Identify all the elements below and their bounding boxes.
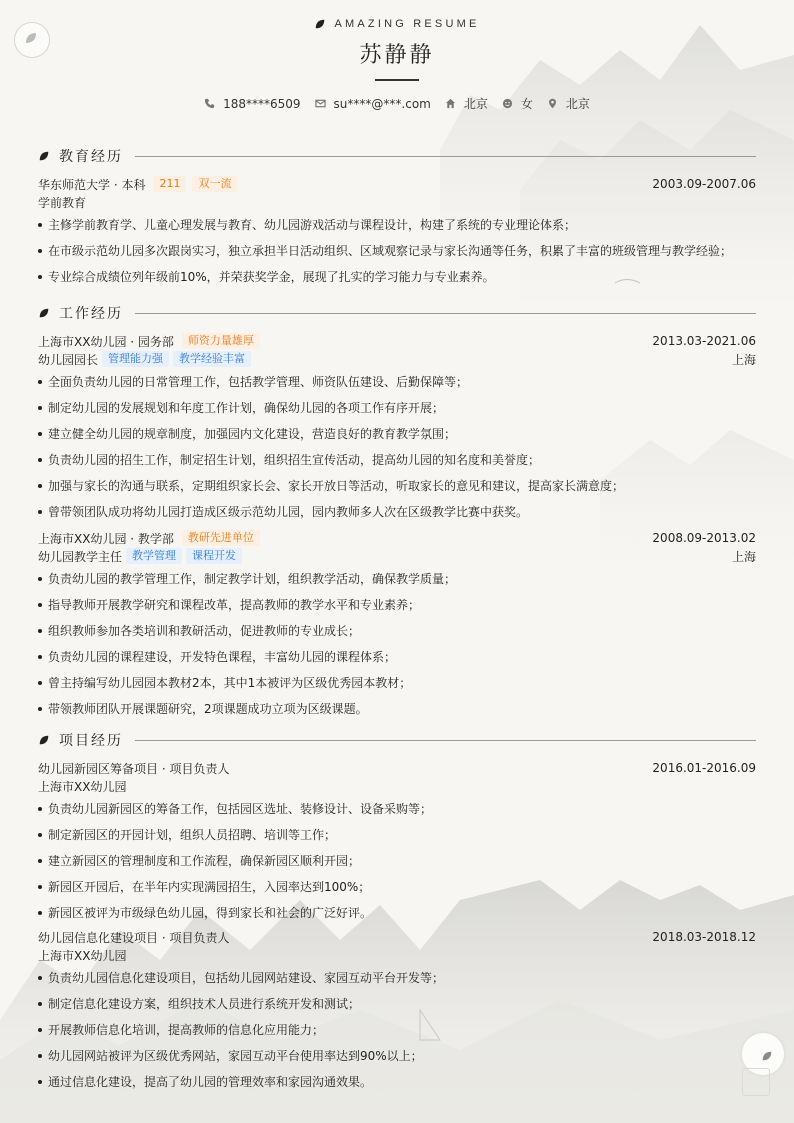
resume-header [0,18,794,112]
section-divider [135,156,756,157]
list-item: 幼儿园网站被评为区级优秀网站，家园互动平台使用率达到90%以上； [38,1043,756,1069]
project-entry [38,759,756,926]
list-item: 开展教师信息化培训，提高教师的信息化应用能力； [38,1017,756,1043]
school-name: 华东师范大学 · 本科 [38,177,146,192]
role-name: 幼儿园园长 [38,352,99,367]
contact-residence [445,95,488,112]
contact-info [0,95,794,112]
major-name: 学前教育 [38,195,87,210]
entry-subheader [38,350,756,368]
entry-header [38,175,756,193]
list-item: 曾带领团队成功将幼儿园打造成区级示范幼儿园，园内教师多人次在区级教学比赛中获奖。 [38,499,756,525]
date-range: 2003.09-2007.06 [652,177,756,191]
name-underline [375,79,419,81]
work-entry [38,529,756,722]
tag-badge: 211 [153,176,186,192]
entry-subheader [38,777,756,795]
section-divider [135,740,756,741]
face-icon [502,98,513,109]
org-name: 上海市XX幼儿园 · 教学部 [38,531,174,546]
tag-badge: 双一流 [192,176,237,192]
list-item: 建立新园区的管理制度和工作流程，确保新园区顺利开园； [38,848,756,874]
entry-subheader [38,946,756,964]
contact-phone [204,97,300,111]
leaf-icon [38,307,50,319]
bullet-list [38,965,756,1095]
candidate-name: 苏静静 [359,43,435,68]
section-title-text: 项目经历 [59,733,123,749]
phone-icon [204,98,215,109]
project-entry [38,928,756,1095]
residence-text: 北京 [463,97,488,111]
entry-subheader [38,547,756,565]
leaf-icon [38,150,50,162]
section-title-text: 教育经历 [59,149,123,165]
role-name: 幼儿园教学主任 [38,549,123,564]
entry-header [38,332,756,350]
tag-badge: 教学管理 [126,548,182,564]
list-item: 全面负责幼儿园的日常管理工作，包括教学管理、师资队伍建设、后勤保障等； [38,369,756,395]
bullet-list [38,212,756,290]
list-item: 负责幼儿园的课程建设，开发特色课程，丰富幼儿园的课程体系； [38,644,756,670]
mail-icon [315,98,326,109]
section-divider [135,313,756,314]
list-item: 通过信息化建设，提高了幼儿园的管理效率和家园沟通效果。 [38,1069,756,1095]
bullet-list [38,796,756,926]
home-icon [445,98,456,109]
contact-email [315,97,431,111]
project-org: 上海市XX幼儿园 [38,948,127,963]
date-range: 2013.03-2021.06 [652,334,756,348]
entry-header [38,529,756,547]
list-item: 主修学前教育学、儿童心理发展与教育、幼儿园游戏活动与课程设计，构建了系统的专业理论体系； [38,212,756,238]
entry-header [38,928,756,946]
entry-header [38,759,756,777]
tag-badge: 管理能力强 [102,351,169,367]
section-title-text: 工作经历 [59,306,123,322]
list-item: 负责幼儿园信息化建设项目，包括幼儿园网站建设、家园互动平台开发等； [38,965,756,991]
leaf-icon [38,734,50,746]
brand-line [0,18,794,30]
bullet-list [38,369,756,525]
entry-subheader [38,193,756,211]
list-item: 制定新园区的开园计划，组织人员招聘、培训等工作； [38,822,756,848]
bullet-list [38,566,756,722]
date-range: 2016.01-2016.09 [652,761,756,775]
work-entry [38,332,756,525]
section-title [38,730,756,750]
work-location: 上海 [731,352,756,367]
project-name: 幼儿园信息化建设项目 · 项目负责人 [38,930,230,945]
brand-text: AMAZING RESUME [334,18,480,30]
list-item: 负责幼儿园的招生工作，制定招生计划，组织招生宣传活动，提高幼儿园的知名度和美誉度； [38,447,756,473]
org-name: 上海市XX幼儿园 · 园务部 [38,334,174,349]
list-item: 曾主持编写幼儿园园本教材2本，其中1本被评为区级优秀园本教材； [38,670,756,696]
location-pin-icon [547,98,558,109]
list-item: 新园区开园后，在半年内实现满园招生，入园率达到100%； [38,874,756,900]
list-item: 负责幼儿园的教学管理工作，制定教学计划，组织教学活动，确保教学质量； [38,566,756,592]
tag-badge: 教研先进单位 [182,530,260,546]
tag-badge: 师资力量雄厚 [182,333,260,349]
date-range: 2018.03-2018.12 [652,930,756,944]
project-org: 上海市XX幼儿园 [38,779,127,794]
list-item: 专业综合成绩位列年级前10%，并荣获奖学金，展现了扎实的学习能力与专业素养。 [38,264,756,290]
list-item: 建立健全幼儿园的规章制度，加强园内文化建设，营造良好的教育教学氛围； [38,421,756,447]
list-item: 新园区被评为市级绿色幼儿园，得到家长和社会的广泛好评。 [38,900,756,926]
list-item: 制定信息化建设方案，组织技术人员进行系统开发和测试； [38,991,756,1017]
contact-gender [502,95,533,112]
list-item: 制定幼儿园的发展规划和年度工作计划，确保幼儿园的各项工作有序开展； [38,395,756,421]
leaf-icon [314,18,326,30]
list-item: 指导教师开展教学研究和课程改革，提高教师的教学水平和专业素养； [38,592,756,618]
gender-text: 女 [520,97,533,111]
date-range: 2008.09-2013.02 [652,531,756,545]
email-text: su****@***.com [333,96,431,111]
education-entry [38,175,756,290]
section-title [38,303,756,323]
section-title [38,146,756,166]
location-text: 北京 [565,97,590,111]
contact-location [547,95,590,112]
list-item: 组织教师参加各类培训和教研活动，促进教师的专业成长； [38,618,756,644]
tag-badge: 课程开发 [186,548,242,564]
list-item: 在市级示范幼儿园多次跟岗实习，独立承担半日活动组织、区域观察记录与家长沟通等任务，积累了丰富的班级管理与教学经验； [38,238,756,264]
work-section [38,303,756,722]
tag-badge: 教学经验丰富 [173,351,251,367]
education-section [38,146,756,290]
projects-section [38,730,756,1095]
project-name: 幼儿园新园区筹备项目 · 项目负责人 [38,761,230,776]
list-item: 加强与家长的沟通与联系，定期组织家长会、家长开放日等活动，听取家长的意见和建议，提高家长满意度； [38,473,756,499]
list-item: 负责幼儿园新园区的筹备工作，包括园区选址、装修设计、设备采购等； [38,796,756,822]
leaf-icon [761,1050,773,1062]
work-location: 上海 [731,549,756,564]
list-item: 带领教师团队开展课题研究，2项课题成功立项为区级课题。 [38,696,756,722]
phone-text: 188****6509 [223,96,301,111]
